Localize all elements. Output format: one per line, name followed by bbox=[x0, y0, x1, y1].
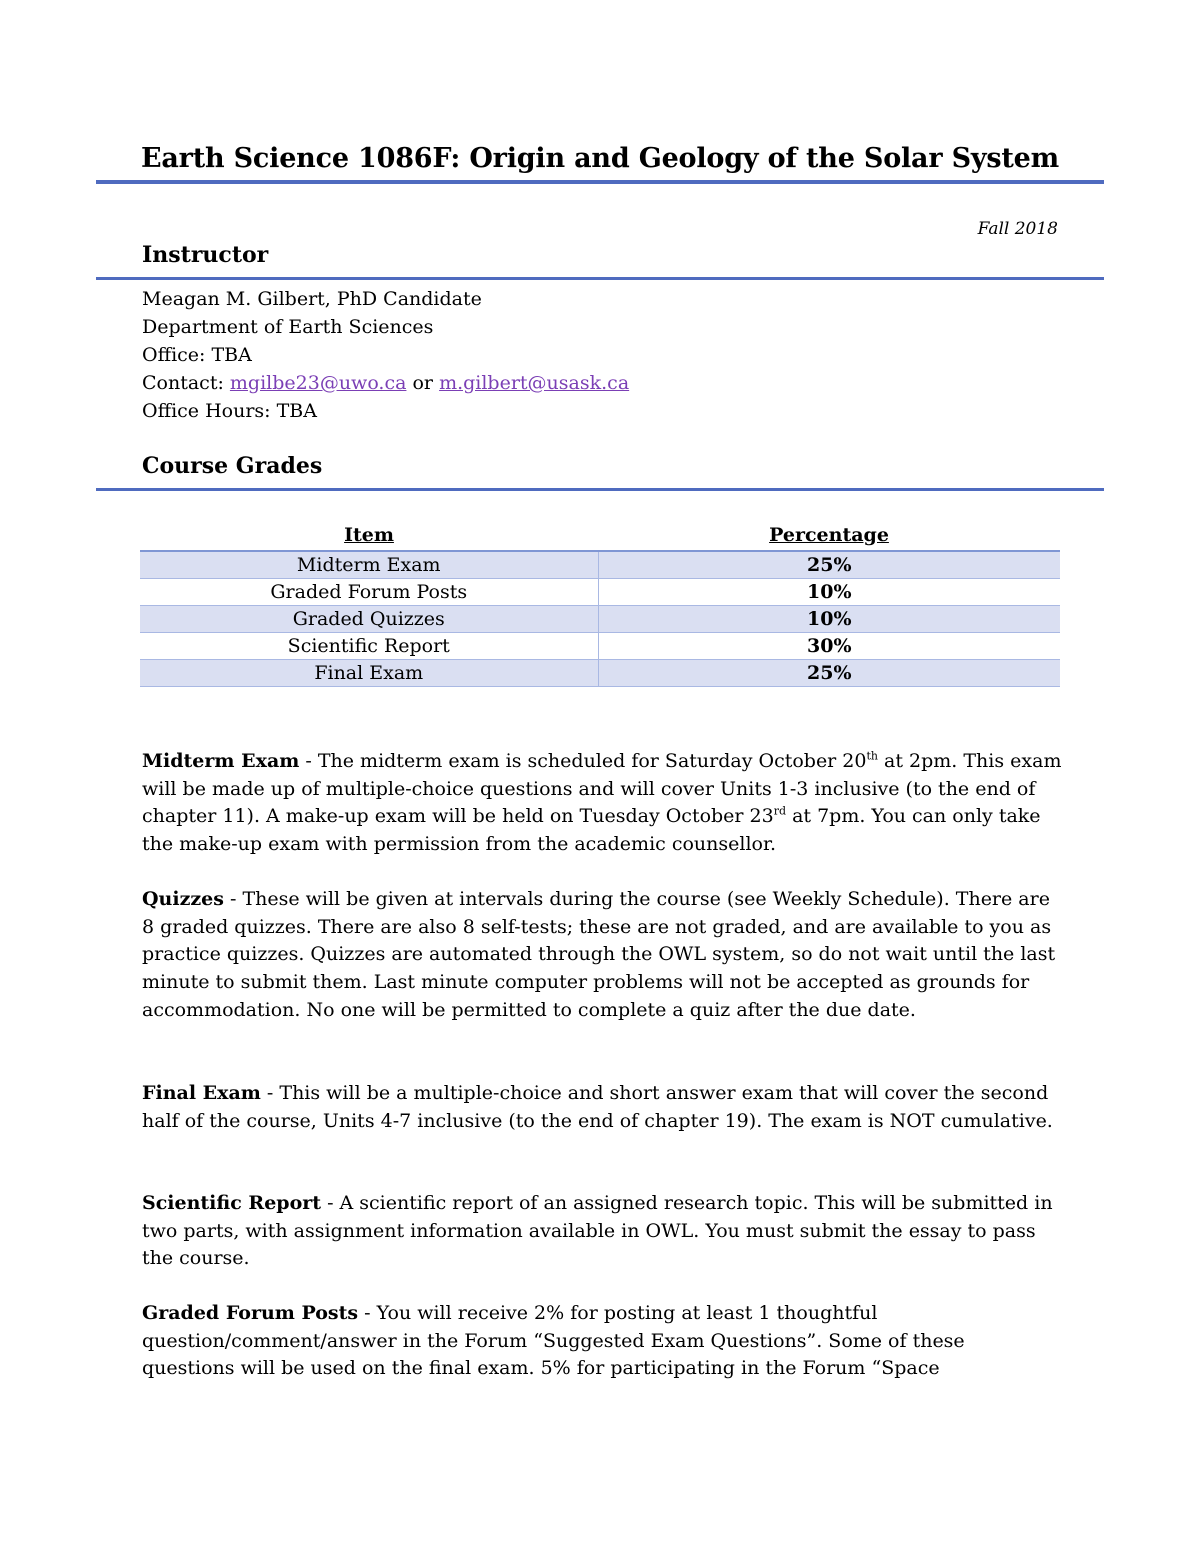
course-grades-heading: Course Grades bbox=[142, 453, 323, 479]
instructor-department: Department of Earth Sciences bbox=[142, 316, 434, 338]
grade-item: Scientific Report bbox=[140, 633, 598, 660]
table-row bbox=[140, 660, 1060, 687]
contact-or: or bbox=[412, 372, 434, 394]
grade-item: Final Exam bbox=[140, 660, 598, 687]
grade-percentage: 10% bbox=[598, 579, 1060, 606]
final-exam-paragraph bbox=[142, 1080, 1062, 1135]
grade-item: Graded Forum Posts bbox=[140, 579, 598, 606]
table-row bbox=[140, 579, 1060, 606]
report-label: Scientific Report bbox=[142, 1192, 322, 1214]
instructor-info bbox=[142, 285, 629, 425]
grade-percentage: 10% bbox=[598, 606, 1060, 633]
midterm-text-2: at 2pm. This exam will be made up of multiple-choice questions and will cover Units 1-3 inclusive (to the end of chapter 11). A make-up exam will be held on Tuesday October 23 bbox=[142, 750, 1062, 828]
final-exam-label: Final Exam bbox=[142, 1082, 261, 1104]
midterm-sup-1: th bbox=[866, 749, 878, 763]
title-rule bbox=[96, 180, 1104, 184]
grades-table bbox=[140, 520, 1060, 687]
quizzes-label: Quizzes bbox=[142, 888, 224, 910]
midterm-sup-2: rd bbox=[773, 805, 787, 819]
instructor-name: Meagan M. Gilbert, PhD Candidate bbox=[142, 288, 482, 310]
instructor-rule bbox=[96, 277, 1104, 280]
quizzes-paragraph bbox=[142, 886, 1062, 1025]
grades-header-row bbox=[140, 520, 1060, 551]
grade-percentage: 25% bbox=[598, 660, 1060, 687]
grades-rule bbox=[96, 488, 1104, 491]
table-row bbox=[140, 633, 1060, 660]
instructor-office-hours: Office Hours: TBA bbox=[142, 400, 317, 422]
table-row bbox=[140, 606, 1060, 633]
forum-label: Graded Forum Posts bbox=[142, 1302, 359, 1324]
document-title: Earth Science 1086F: Origin and Geology of the Solar System bbox=[141, 143, 1059, 174]
midterm-text-1: - The midterm exam is scheduled for Saturday October 20 bbox=[299, 750, 867, 772]
grade-item: Midterm Exam bbox=[140, 551, 598, 579]
forum-paragraph bbox=[142, 1300, 1062, 1383]
final-exam-text: - This will be a multiple-choice and short answer exam that will cover the second half of the course, Units 4-7 inclusive (to the end of chapter 19). The exam is NOT cumulative. bbox=[142, 1082, 1053, 1132]
column-header-item: Item bbox=[140, 520, 598, 551]
email-link-uwo[interactable]: mgilbe23@uwo.ca bbox=[229, 372, 407, 394]
table-row bbox=[140, 551, 1060, 579]
instructor-heading: Instructor bbox=[142, 242, 269, 268]
email-link-usask[interactable]: m.gilbert@usask.ca bbox=[439, 372, 630, 394]
quizzes-text: - These will be given at intervals during the course (see Weekly Schedule). There are 8 graded quizzes. There are also 8 self-tests; these are not graded, and are available to you as practice quizzes. Quizzes are automated through the OWL system, so do not wait until the last minute to submit them. Last minute computer problems will not be accepted as grounds for accommodation. No one will be permitted to complete a quiz after the due date. bbox=[142, 888, 1056, 1021]
term-label: Fall 2018 bbox=[977, 219, 1058, 239]
column-header-percentage: Percentage bbox=[598, 520, 1060, 551]
grade-percentage: 25% bbox=[598, 551, 1060, 579]
forum-text: - You will receive 2% for posting at least 1 thoughtful question/comment/answer in the Forum “Suggested Exam Questions”. Some of these questions will be used on the final exam. 5% for participating in the Forum “Space bbox=[142, 1302, 965, 1380]
grade-percentage: 30% bbox=[598, 633, 1060, 660]
report-paragraph bbox=[142, 1190, 1062, 1273]
midterm-text-3: at 7pm. You can only take the make-up exam with permission from the academic counsellor. bbox=[142, 805, 1041, 856]
grade-item: Graded Quizzes bbox=[140, 606, 598, 633]
midterm-paragraph bbox=[142, 748, 1062, 859]
midterm-label: Midterm Exam bbox=[142, 750, 300, 772]
contact-label: Contact: bbox=[142, 372, 224, 394]
instructor-office: Office: TBA bbox=[142, 344, 252, 366]
instructor-contact bbox=[142, 369, 629, 397]
report-text: - A scientific report of an assigned research topic. This will be submitted in two parts, with assignment information available in OWL. You must submit the essay to pass the course. bbox=[142, 1192, 1053, 1270]
